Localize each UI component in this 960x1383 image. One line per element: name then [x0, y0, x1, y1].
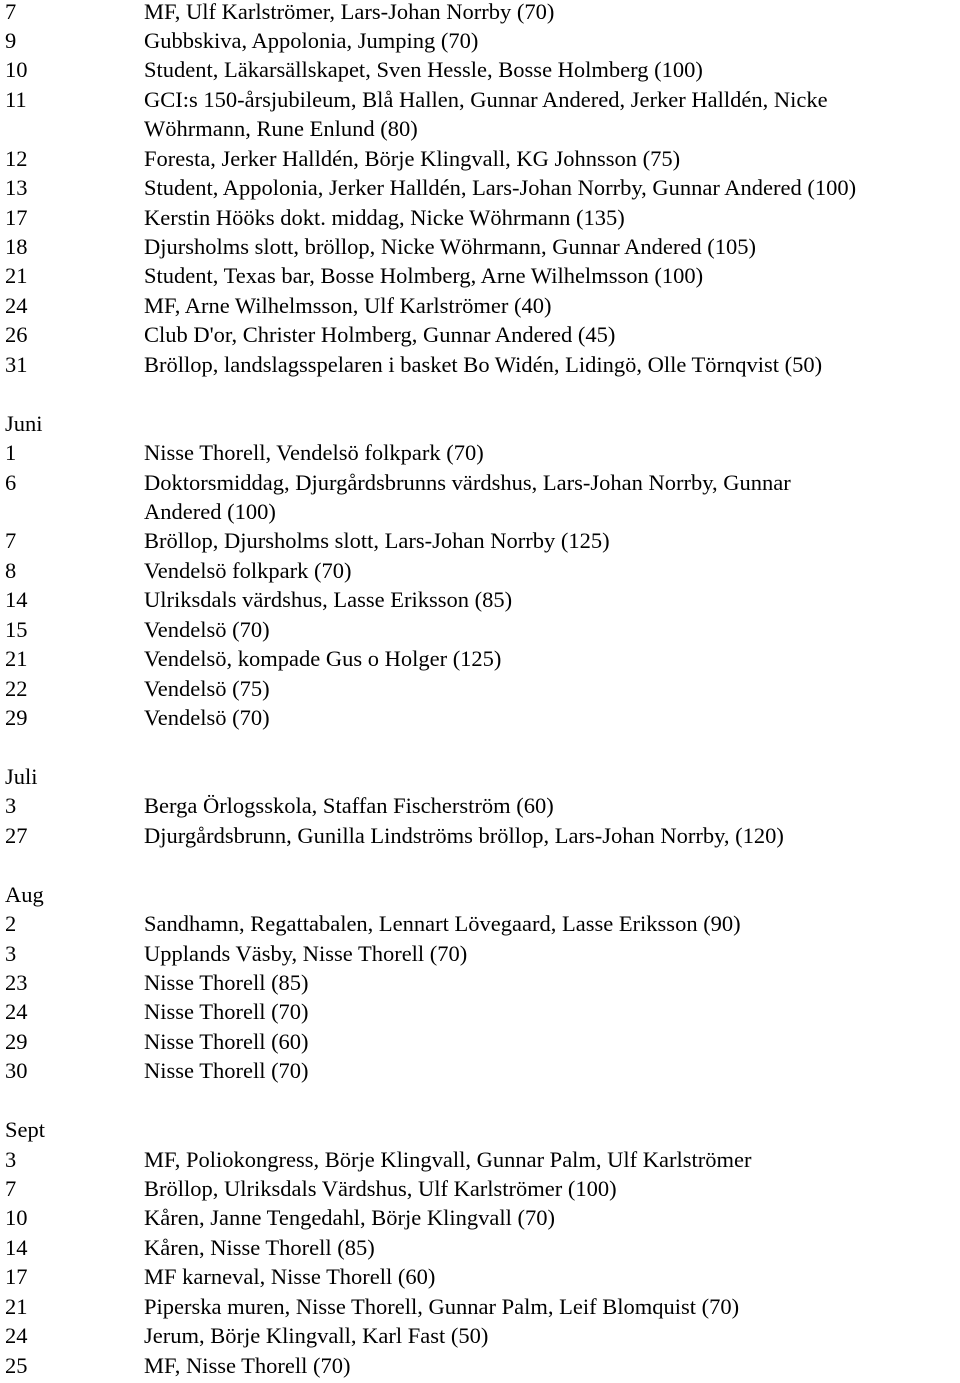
entry-day: 3 — [5, 793, 17, 819]
entry-text: Kerstin Hööks dokt. middag, Nicke Wöhrmann (135) — [144, 204, 625, 230]
month-heading: Juni — [5, 410, 43, 436]
entry-row — [0, 1145, 960, 1174]
entry-row — [0, 320, 960, 349]
entry-day: 29 — [5, 1028, 28, 1054]
entry-day: 25 — [5, 1352, 28, 1378]
month-heading: Sept — [5, 1117, 46, 1143]
entry-text: Kåren, Janne Tengedahl, Börje Klingvall (70) — [144, 1205, 556, 1231]
entry-text: Sandhamn, Regattabalen, Lennart Lövegaard, Lasse Eriksson (90) — [144, 911, 741, 937]
entry-day: 27 — [5, 822, 28, 848]
entry-day: 3 — [5, 940, 17, 966]
entry-row — [0, 968, 960, 997]
entry-text: Vendelsö (75) — [144, 675, 270, 701]
entry-row — [0, 791, 960, 820]
entry-text: Piperska muren, Nisse Thorell, Gunnar Palm, Leif Blomquist (70) — [144, 1293, 740, 1319]
entry-row — [0, 55, 960, 84]
entry-text: Vendelsö (70) — [144, 616, 270, 642]
entry-row — [0, 1233, 960, 1262]
entry-text: Nisse Thorell (70) — [144, 999, 309, 1025]
entry-text: Djursholms slott, bröllop, Nicke Wöhrmann, Gunnar Andered (105) — [144, 234, 756, 259]
month-heading-row — [0, 1115, 960, 1144]
entry-day: 31 — [5, 351, 28, 377]
entry-text: Andered (100) — [144, 498, 276, 524]
entry-text: MF, Arne Wilhelmsson, Ulf Karlströmer (40) — [144, 292, 552, 318]
entry-day: 7 — [5, 1176, 17, 1201]
entry-text: Wöhrmann, Rune Enlund (80) — [144, 116, 418, 142]
entry-row — [0, 585, 960, 614]
entry-text: Ulriksdals värdshus, Lasse Eriksson (85) — [144, 587, 513, 613]
entry-text: Djurgårdsbrunn, Gunilla Lindströms bröllop, Lars-Johan Norrby, (120) — [144, 822, 784, 848]
entry-day: 21 — [5, 263, 28, 289]
entry-text: Berga Örlogsskola, Staffan Fischerström (60) — [144, 793, 554, 819]
entry-text: Jerum, Börje Klingvall, Karl Fast (50) — [144, 1323, 489, 1349]
entry-day: 11 — [5, 86, 27, 112]
entry-day: 24 — [5, 292, 28, 318]
entry-day: 9 — [5, 27, 17, 53]
entry-row — [0, 674, 960, 703]
entry-row — [0, 526, 960, 555]
entry-text: Gubbskiva, Appolonia, Jumping (70) — [144, 27, 479, 53]
entry-row — [0, 232, 960, 261]
entry-text: Kåren, Nisse Thorell (85) — [144, 1234, 375, 1260]
entry-row — [0, 1321, 960, 1350]
entry-row — [0, 1203, 960, 1232]
entry-text: MF, Nisse Thorell (70) — [144, 1352, 351, 1378]
entry-row — [0, 1351, 960, 1380]
entry-day: 14 — [5, 1234, 28, 1260]
entry-row — [0, 1292, 960, 1321]
entry-row — [0, 556, 960, 585]
entry-text: Nisse Thorell, Vendelsö folkpark (70) — [144, 440, 484, 466]
entry-row — [0, 0, 960, 26]
month-heading: Aug — [5, 881, 44, 907]
entry-continuation-row — [0, 114, 960, 143]
entry-row — [0, 703, 960, 732]
entry-day: 14 — [5, 587, 28, 613]
entry-day: 23 — [5, 969, 28, 995]
entry-row — [0, 203, 960, 232]
entry-row — [0, 26, 960, 55]
entry-day: 10 — [5, 57, 28, 83]
entry-day: 3 — [5, 1146, 17, 1172]
entry-text: MF, Poliokongress, Börje Klingvall, Gunnar Palm, Ulf Karlströmer — [144, 1146, 752, 1172]
entry-text: Nisse Thorell (60) — [144, 1028, 309, 1054]
entry-row — [0, 909, 960, 938]
entry-day: 30 — [5, 1058, 28, 1084]
blank-line — [0, 379, 960, 408]
month-heading: Juli — [5, 763, 38, 789]
entry-day: 18 — [5, 234, 28, 259]
entry-day: 8 — [5, 557, 17, 583]
entry-text: MF karneval, Nisse Thorell (60) — [144, 1264, 436, 1290]
month-heading-row — [0, 409, 960, 438]
entry-day: 17 — [5, 1264, 28, 1290]
entry-day: 13 — [5, 175, 28, 201]
entry-day: 17 — [5, 204, 28, 230]
entry-row — [0, 291, 960, 320]
entry-text: Bröllop, landslagsspelaren i basket Bo Widén, Lidingö, Olle Törnqvist (50) — [144, 351, 823, 377]
entry-row — [0, 1174, 960, 1203]
blank-line — [0, 1086, 960, 1115]
entry-text: Bröllop, Ulriksdals Värdshus, Ulf Karlströmer (100) — [144, 1176, 617, 1201]
blank-line — [0, 850, 960, 879]
entry-day: 15 — [5, 616, 28, 642]
entry-row — [0, 615, 960, 644]
entry-text: Vendelsö folkpark (70) — [144, 557, 352, 583]
entry-continuation-row — [0, 497, 960, 526]
entry-text: Vendelsö, kompade Gus o Holger (125) — [144, 646, 502, 672]
entry-row — [0, 173, 960, 202]
entry-day: 24 — [5, 999, 28, 1025]
entry-text: Nisse Thorell (85) — [144, 969, 309, 995]
entry-row — [0, 1056, 960, 1085]
entry-day: 22 — [5, 675, 28, 701]
entry-row — [0, 939, 960, 968]
entry-day: 21 — [5, 646, 28, 672]
entry-row — [0, 350, 960, 379]
entry-text: Club D'or, Christer Holmberg, Gunnar Andered (45) — [144, 322, 616, 348]
entry-row — [0, 644, 960, 673]
entry-text: Upplands Väsby, Nisse Thorell (70) — [144, 940, 468, 966]
entry-text: Bröllop, Djursholms slott, Lars-Johan Norrby (125) — [144, 528, 610, 554]
entry-text: Nisse Thorell (70) — [144, 1058, 309, 1084]
entry-day: 2 — [5, 911, 17, 937]
entry-text: Student, Texas bar, Bosse Holmberg, Arne Wilhelmsson (100) — [144, 263, 704, 289]
entry-row — [0, 1262, 960, 1291]
entry-text: Student, Läkarsällskapet, Sven Hessle, Bosse Holmberg (100) — [144, 57, 703, 83]
entry-day: 29 — [5, 705, 28, 730]
entry-text: MF, Ulf Karlströmer, Lars-Johan Norrby (70) — [144, 0, 555, 24]
entry-text: GCI:s 150-årsjubileum, Blå Hallen, Gunnar Andered, Jerker Halldén, Nicke — [144, 86, 828, 112]
entry-text: Foresta, Jerker Halldén, Börje Klingvall, KG Johnsson (75) — [144, 145, 681, 171]
entry-row — [0, 261, 960, 290]
entry-day: 7 — [5, 0, 17, 24]
entry-row — [0, 1027, 960, 1056]
entry-row — [0, 821, 960, 850]
blank-line — [0, 732, 960, 761]
entry-row — [0, 85, 960, 114]
entry-row — [0, 468, 960, 497]
entry-day: 26 — [5, 322, 28, 348]
month-heading-row — [0, 880, 960, 909]
entry-day: 6 — [5, 469, 17, 495]
month-heading-row — [0, 762, 960, 791]
entry-row — [0, 997, 960, 1026]
entry-text: Vendelsö (70) — [144, 705, 270, 730]
entry-day: 7 — [5, 528, 17, 554]
entry-text: Doktorsmiddag, Djurgårdsbrunns värdshus, Lars-Johan Norrby, Gunnar — [144, 469, 791, 495]
entry-day: 1 — [5, 440, 17, 466]
entry-day: 10 — [5, 1205, 28, 1231]
entry-row — [0, 144, 960, 173]
entry-day: 24 — [5, 1323, 28, 1349]
entry-day: 12 — [5, 145, 28, 171]
entry-text: Student, Appolonia, Jerker Halldén, Lars-Johan Norrby, Gunnar Andered (100) — [144, 175, 857, 201]
entry-day: 21 — [5, 1293, 28, 1319]
entry-row — [0, 438, 960, 467]
